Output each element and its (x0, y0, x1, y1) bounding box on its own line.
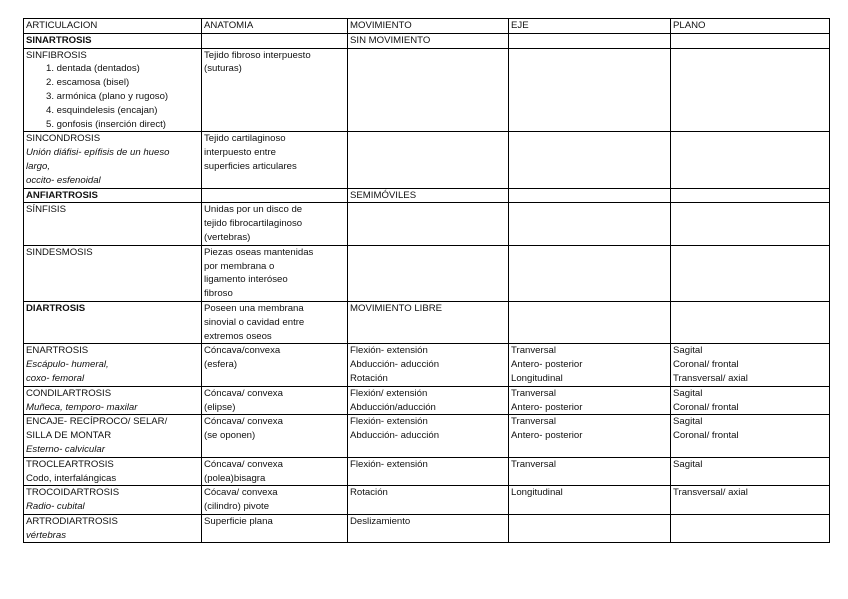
trocoid-eje: Longitudinal (509, 486, 671, 515)
enartrosis-mov: Rotación (350, 372, 388, 384)
artrodi-anat: Superficie plana (202, 514, 348, 543)
diartrosis-anat: extremos oseos (204, 330, 272, 342)
sindesmosis-name: SINDESMOSIS (24, 245, 202, 301)
encaje-eje: Antero- posterior (511, 430, 583, 442)
sindesmosis-anat: fibroso (204, 288, 233, 300)
sinartrosis-name: SINARTROSIS (24, 33, 202, 48)
row-sinfisis (24, 203, 830, 245)
sinartrosis-mov: SIN MOVIMIENTO (348, 33, 509, 48)
enartrosis-example: Escápulo- humeral, (26, 359, 109, 371)
troclear-eje: Tranversal (509, 457, 671, 486)
troclear-anat: (polea)bisagra (204, 472, 266, 484)
header-eje: EJE (509, 19, 671, 34)
condilartrosis-eje: Antero- posterior (511, 401, 583, 413)
sincondrosis-anat: superficies articulares (204, 160, 297, 172)
row-anfiartrosis (24, 188, 830, 203)
row-troclear (24, 457, 830, 486)
encaje-plano: Coronal/ frontal (673, 430, 739, 442)
sinfibrosis-anat: Tejido fibroso interpuesto (204, 49, 311, 61)
row-enartrosis (24, 344, 830, 386)
diartrosis-mov: MOVIMIENTO LIBRE (348, 301, 509, 343)
condilartrosis-plano: Sagital (673, 387, 703, 399)
anfiartrosis-mov: SEMIMÓVILES (348, 188, 509, 203)
trocoid-name: TROCOIDARTROSIS (26, 487, 120, 499)
header-plano: PLANO (671, 19, 830, 34)
artrodi-name: ARTRODIARTROSIS (26, 515, 118, 527)
condilartrosis-example: Muñeca, temporo- maxilar (26, 401, 138, 413)
encaje-name: SILLA DE MONTAR (26, 430, 112, 442)
encaje-plano: Sagital (673, 416, 703, 428)
condilartrosis-eje: Tranversal (511, 387, 556, 399)
sincondrosis-example: largo, (26, 160, 50, 172)
sinfibrosis-item: 5. gonfosis (inserción direct) (46, 118, 166, 130)
row-trocoid (24, 486, 830, 515)
sinfibrosis-item: 2. escamosa (bisel) (46, 77, 130, 89)
row-diartrosis (24, 301, 830, 343)
header-anatomia: ANATOMIA (202, 19, 348, 34)
sindesmosis-anat: Piezas oseas mantenidas (204, 246, 314, 258)
sinfibrosis-item: 4. esquindelesis (encajan) (46, 104, 158, 116)
sinfisis-anat: Unidas por un disco de (204, 204, 303, 216)
encaje-anat: (se oponen) (204, 430, 256, 442)
sinfisis-anat: tejido fibrocartilaginoso (204, 218, 303, 230)
troclear-mov: Flexión- extensión (348, 457, 509, 486)
sincondrosis-name: SINCONDROSIS (26, 133, 101, 145)
condilartrosis-plano: Coronal/ frontal (673, 401, 739, 413)
anfiartrosis-name: ANFIARTROSIS (24, 188, 202, 203)
troclear-anat: Cóncava/ convexa (204, 458, 283, 470)
row-sindesmosis (24, 245, 830, 301)
enartrosis-eje: Antero- posterior (511, 359, 583, 371)
enartrosis-mov: Abducción- aducción (350, 359, 440, 371)
troclear-name: TROCLEARTROSIS (26, 458, 114, 470)
condilartrosis-mov: Abducción/aducción (350, 401, 436, 413)
sinfibrosis-name: SINFIBROSIS (26, 49, 87, 61)
condilartrosis-anat: Cóncava/ convexa (204, 387, 283, 399)
header-row (24, 19, 830, 34)
diartrosis-anat: sinovial o cavidad entre (204, 316, 305, 328)
trocoid-anat: Cócava/ convexa (204, 487, 278, 499)
enartrosis-plano: Sagital (673, 345, 703, 357)
sindesmosis-anat: ligamento interóseo (204, 274, 288, 286)
diartrosis-name: DIARTROSIS (24, 301, 202, 343)
row-condilartrosis (24, 386, 830, 415)
trocoid-plano: Transversal/ axial (671, 486, 830, 515)
enartrosis-plano: Coronal/ frontal (673, 359, 739, 371)
row-sinartrosis (24, 33, 830, 48)
sincondrosis-example: occito- esfenoidal (26, 174, 101, 186)
enartrosis-eje: Longitudinal (511, 372, 563, 384)
condilartrosis-name: CONDILARTROSIS (26, 387, 112, 399)
condilartrosis-mov: Flexión/ extensión (350, 387, 428, 399)
condilartrosis-anat: (elipse) (204, 401, 236, 413)
sindesmosis-anat: por membrana o (204, 260, 275, 272)
trocoid-mov: Rotación (348, 486, 509, 515)
row-encaje (24, 415, 830, 457)
encaje-mov: Abducción- aducción (350, 430, 440, 442)
sinfisis-anat: (vertebras) (204, 231, 251, 243)
encaje-eje: Tranversal (511, 416, 556, 428)
encaje-anat: Cóncava/ convexa (204, 416, 283, 428)
header-movimiento: MOVIMIENTO (348, 19, 509, 34)
enartrosis-name: ENARTROSIS (26, 345, 89, 357)
sinfibrosis-item: 1. dentada (dentados) (46, 63, 140, 75)
encaje-example: Esterno- calvicular (26, 443, 105, 455)
encaje-mov: Flexión- extensión (350, 416, 428, 428)
enartrosis-anat: Cóncava/convexa (204, 345, 281, 357)
enartrosis-mov: Flexión- extensión (350, 345, 428, 357)
row-sincondrosis (24, 132, 830, 188)
sincondrosis-anat: interpuesto entre (204, 147, 276, 159)
header-articulacion: ARTICULACION (24, 19, 202, 34)
diartrosis-anat: Poseen una membrana (204, 302, 304, 314)
enartrosis-example: coxo- femoral (26, 372, 85, 384)
sinfisis-name: SÍNFISIS (24, 203, 202, 245)
enartrosis-anat: (esfera) (204, 359, 238, 371)
sincondrosis-example: Unión diáfisi- epífisis de un hueso (26, 147, 170, 159)
enartrosis-eje: Tranversal (511, 345, 556, 357)
troclear-example: Codo, interfalángicas (26, 472, 117, 484)
enartrosis-plano: Transversal/ axial (673, 372, 748, 384)
trocoid-example: Radio- cubital (26, 501, 85, 513)
sincondrosis-anat: Tejido cartilaginoso (204, 133, 286, 145)
encaje-name: ENCAJE- RECÍPROCO/ SELAR/ (26, 416, 168, 428)
row-artrodi (24, 514, 830, 543)
troclear-plano: Sagital (671, 457, 830, 486)
trocoid-anat: (cilindro) pivote (204, 501, 270, 513)
row-sinfibrosis (24, 48, 830, 132)
articulation-table (23, 18, 830, 543)
artrodi-example: vértebras (26, 529, 66, 541)
sinfibrosis-item: 3. armónica (plano y rugoso) (46, 90, 169, 102)
artrodi-mov: Deslizamiento (348, 514, 509, 543)
sinfibrosis-anat: (suturas) (204, 63, 242, 75)
